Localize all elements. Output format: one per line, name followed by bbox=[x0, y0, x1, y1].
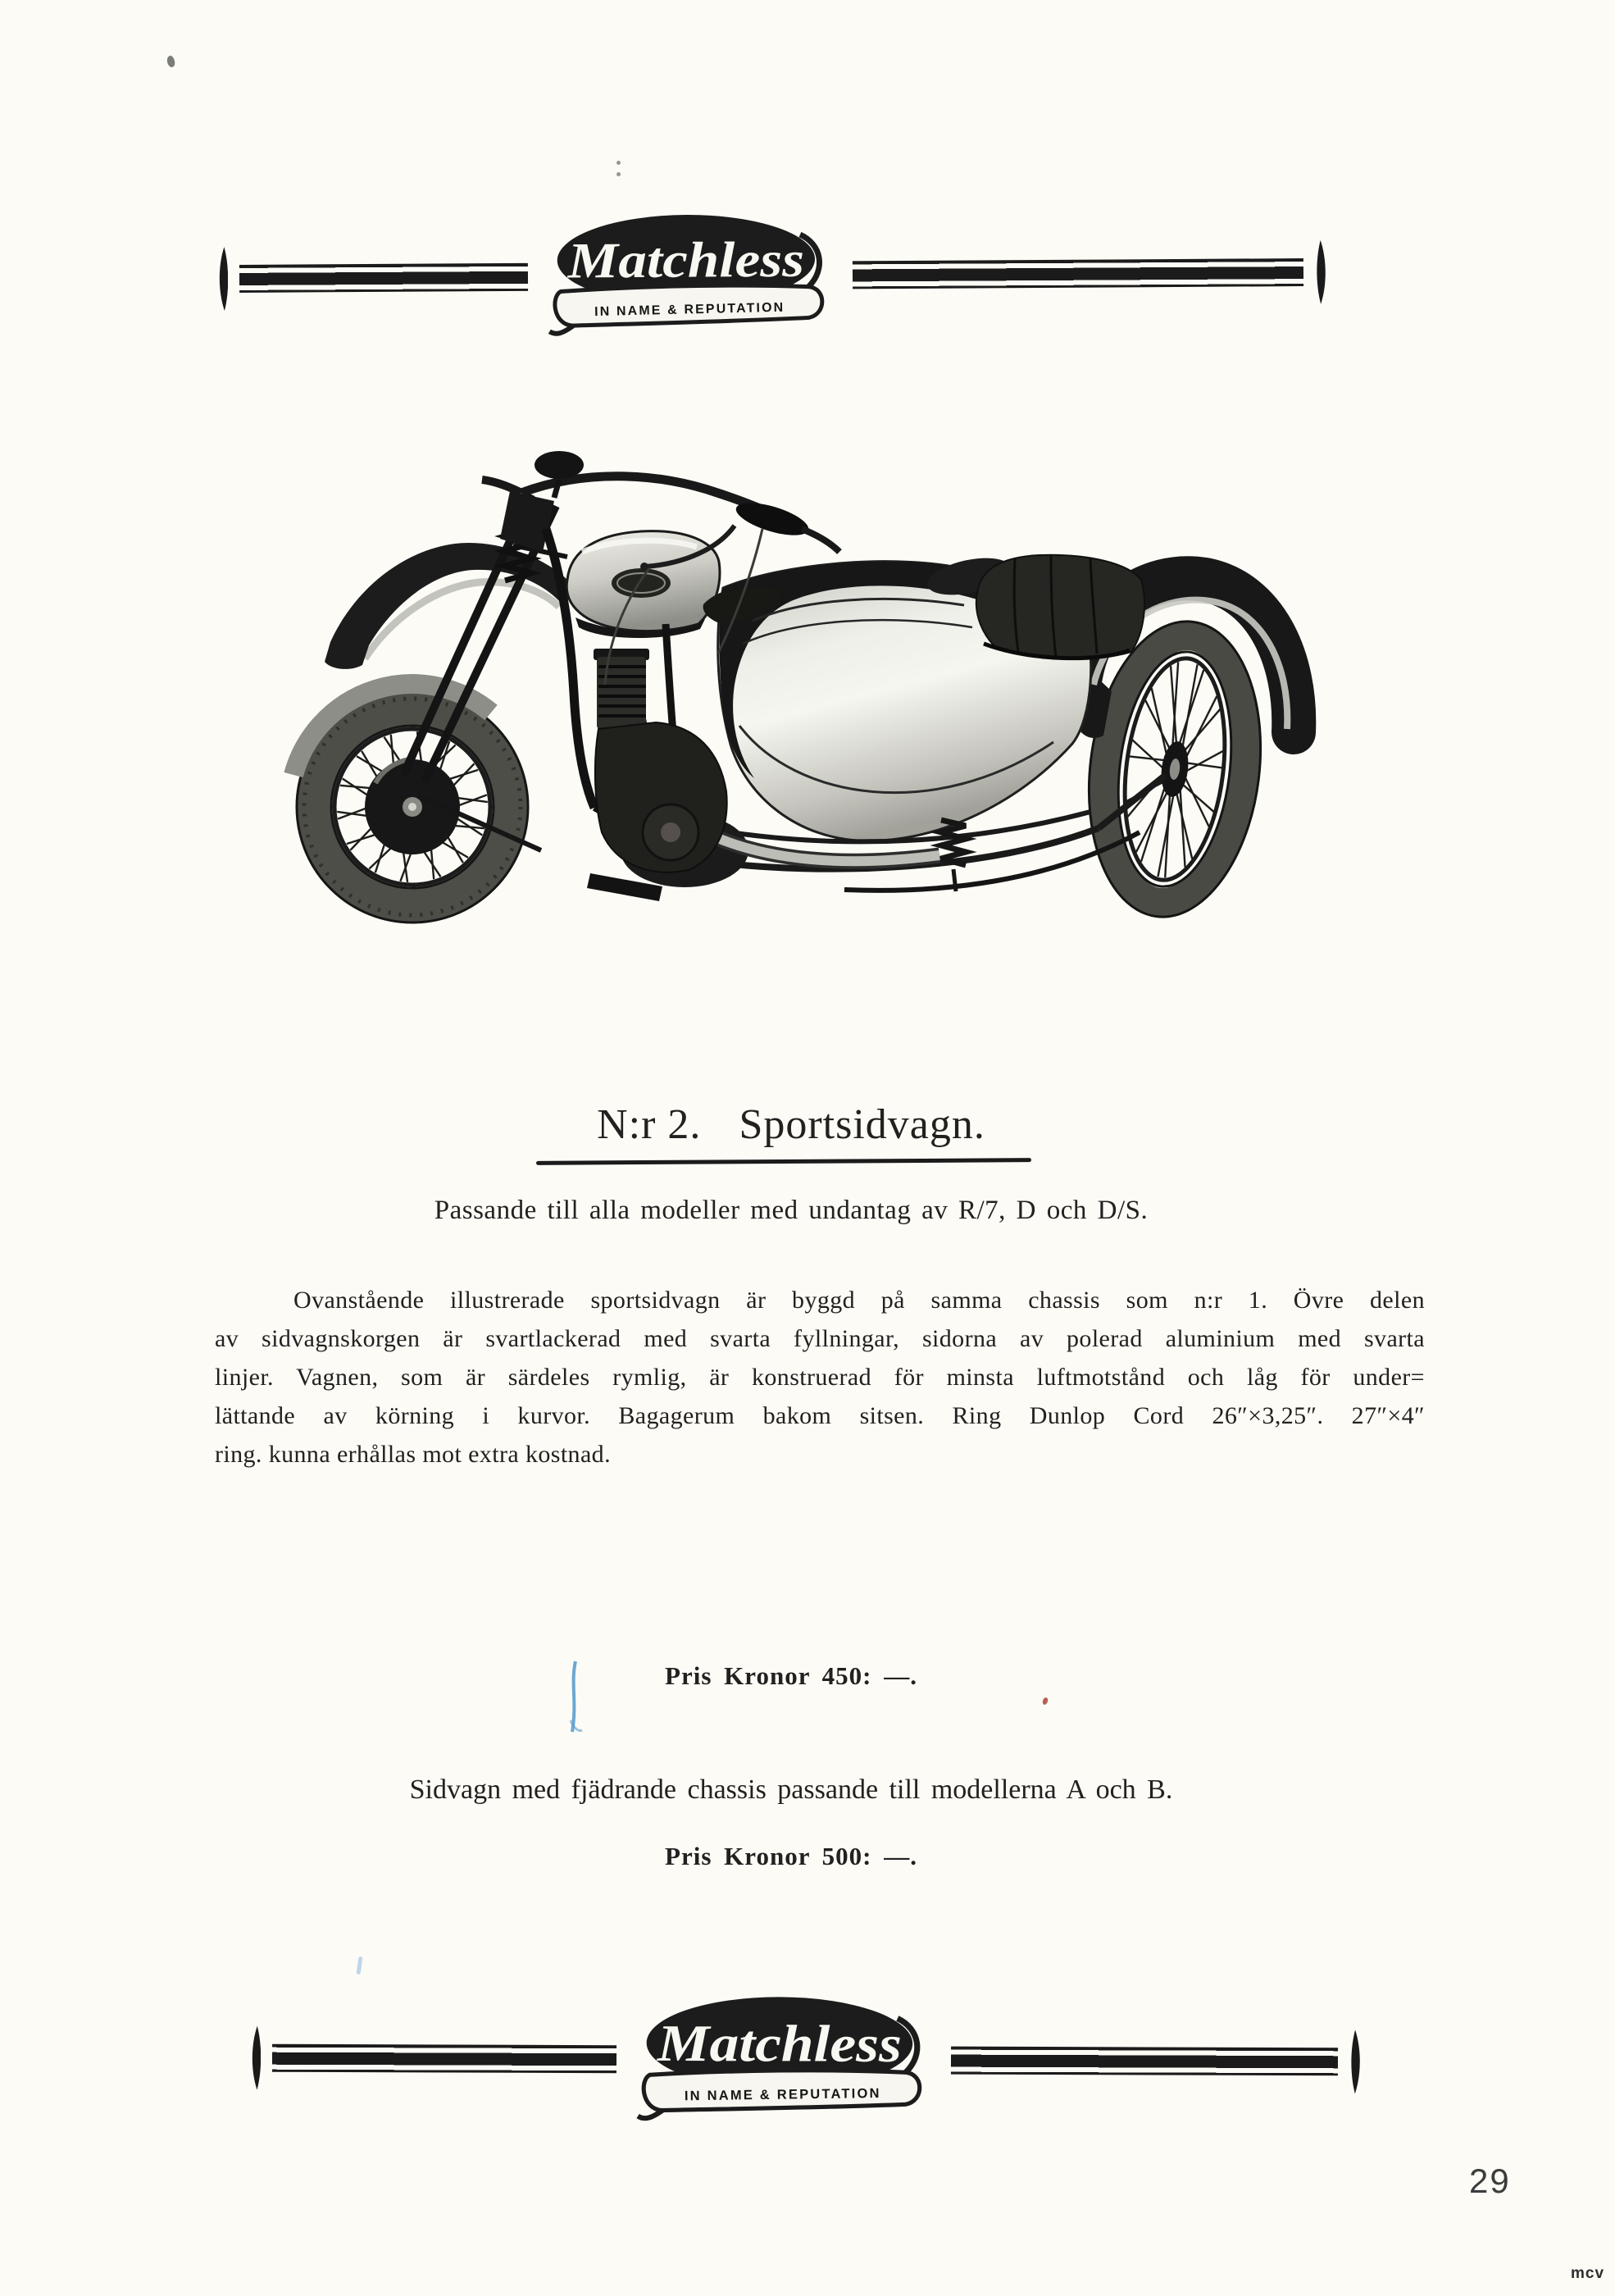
section-heading bbox=[0, 1100, 1599, 1150]
matchless-logo bbox=[539, 209, 842, 342]
sidecar bbox=[705, 552, 1294, 927]
banner-stripe bbox=[853, 258, 1303, 289]
motorcycle-sidecar-photo bbox=[271, 447, 1344, 1037]
banner-hook-right bbox=[1349, 2027, 1371, 2096]
subheading: Passande till alla modeller med undantag av R/7, D och D/S. bbox=[434, 1196, 1149, 1225]
banner-stripe bbox=[239, 263, 528, 293]
price-line-450: Pris Kronor 450: —. bbox=[665, 1661, 917, 1690]
fuel-tank bbox=[566, 531, 720, 638]
ink-speck bbox=[1042, 1697, 1049, 1706]
dust-speck bbox=[166, 55, 176, 68]
footer-banner bbox=[239, 1989, 1372, 2131]
model-name: Sportsidvagn. bbox=[739, 1101, 985, 1148]
logo-tagline: IN NAME & REPUTATION bbox=[684, 2085, 881, 2103]
logo-wordmark: Matchless bbox=[657, 2013, 876, 2073]
paragraph-line: ring. kunna erhållas mot extra kostnad. bbox=[215, 1441, 611, 1468]
steering-damper-knob bbox=[535, 451, 584, 479]
banner-stripe bbox=[272, 2044, 616, 2073]
price-line-500: Pris Kronor 500: —. bbox=[665, 1842, 917, 1870]
paragraph-line: linjer. Vagnen, som är särdeles rymlig, är konstruerad för minsta luftmotstånd och låg för under= bbox=[215, 1364, 1425, 1391]
dust-speck-colon bbox=[616, 161, 621, 165]
banner-stripe bbox=[951, 2047, 1338, 2076]
logo-wordmark: Matchless bbox=[567, 231, 779, 289]
engine bbox=[594, 649, 727, 872]
page-number: 29 bbox=[1469, 2162, 1511, 2200]
model-number: N:r 2. bbox=[597, 1101, 702, 1148]
banner-hook-right bbox=[1315, 238, 1337, 307]
spring-chassis-note: Sidvagn med fjädrande chassis passande till modellerna A och B. bbox=[409, 1774, 1173, 1805]
banner-hook-left bbox=[207, 244, 229, 313]
matchless-logo bbox=[628, 1992, 940, 2128]
logo-tagline: IN NAME & REPUTATION bbox=[594, 300, 785, 320]
front-fender bbox=[325, 543, 572, 669]
paragraph-line: av sidvagnskorgen är svartlackerad med svarta fyllningar, sidorna av polerad aluminium med svarta bbox=[215, 1325, 1425, 1352]
paragraph-line: Ovanstående illustrerade sportsidvagn är byggd på samma chassis som n:r 1. Övre delen bbox=[293, 1287, 1425, 1314]
imprint: mcv bbox=[1571, 2265, 1605, 2282]
pen-mark bbox=[566, 1660, 584, 1735]
paragraph-line: lättande av körning i kurvor. Bagagerum bakom sitsen. Ring Dunlop Cord 26″×3,25″. 27″×4″ bbox=[215, 1402, 1425, 1429]
banner-hook-left bbox=[239, 2024, 261, 2093]
header-banner bbox=[206, 203, 1336, 348]
pen-speck bbox=[356, 1957, 362, 1975]
heading-underline bbox=[536, 1158, 1031, 1165]
description-paragraph bbox=[215, 1281, 1425, 1474]
sidecar-seat bbox=[976, 555, 1144, 659]
